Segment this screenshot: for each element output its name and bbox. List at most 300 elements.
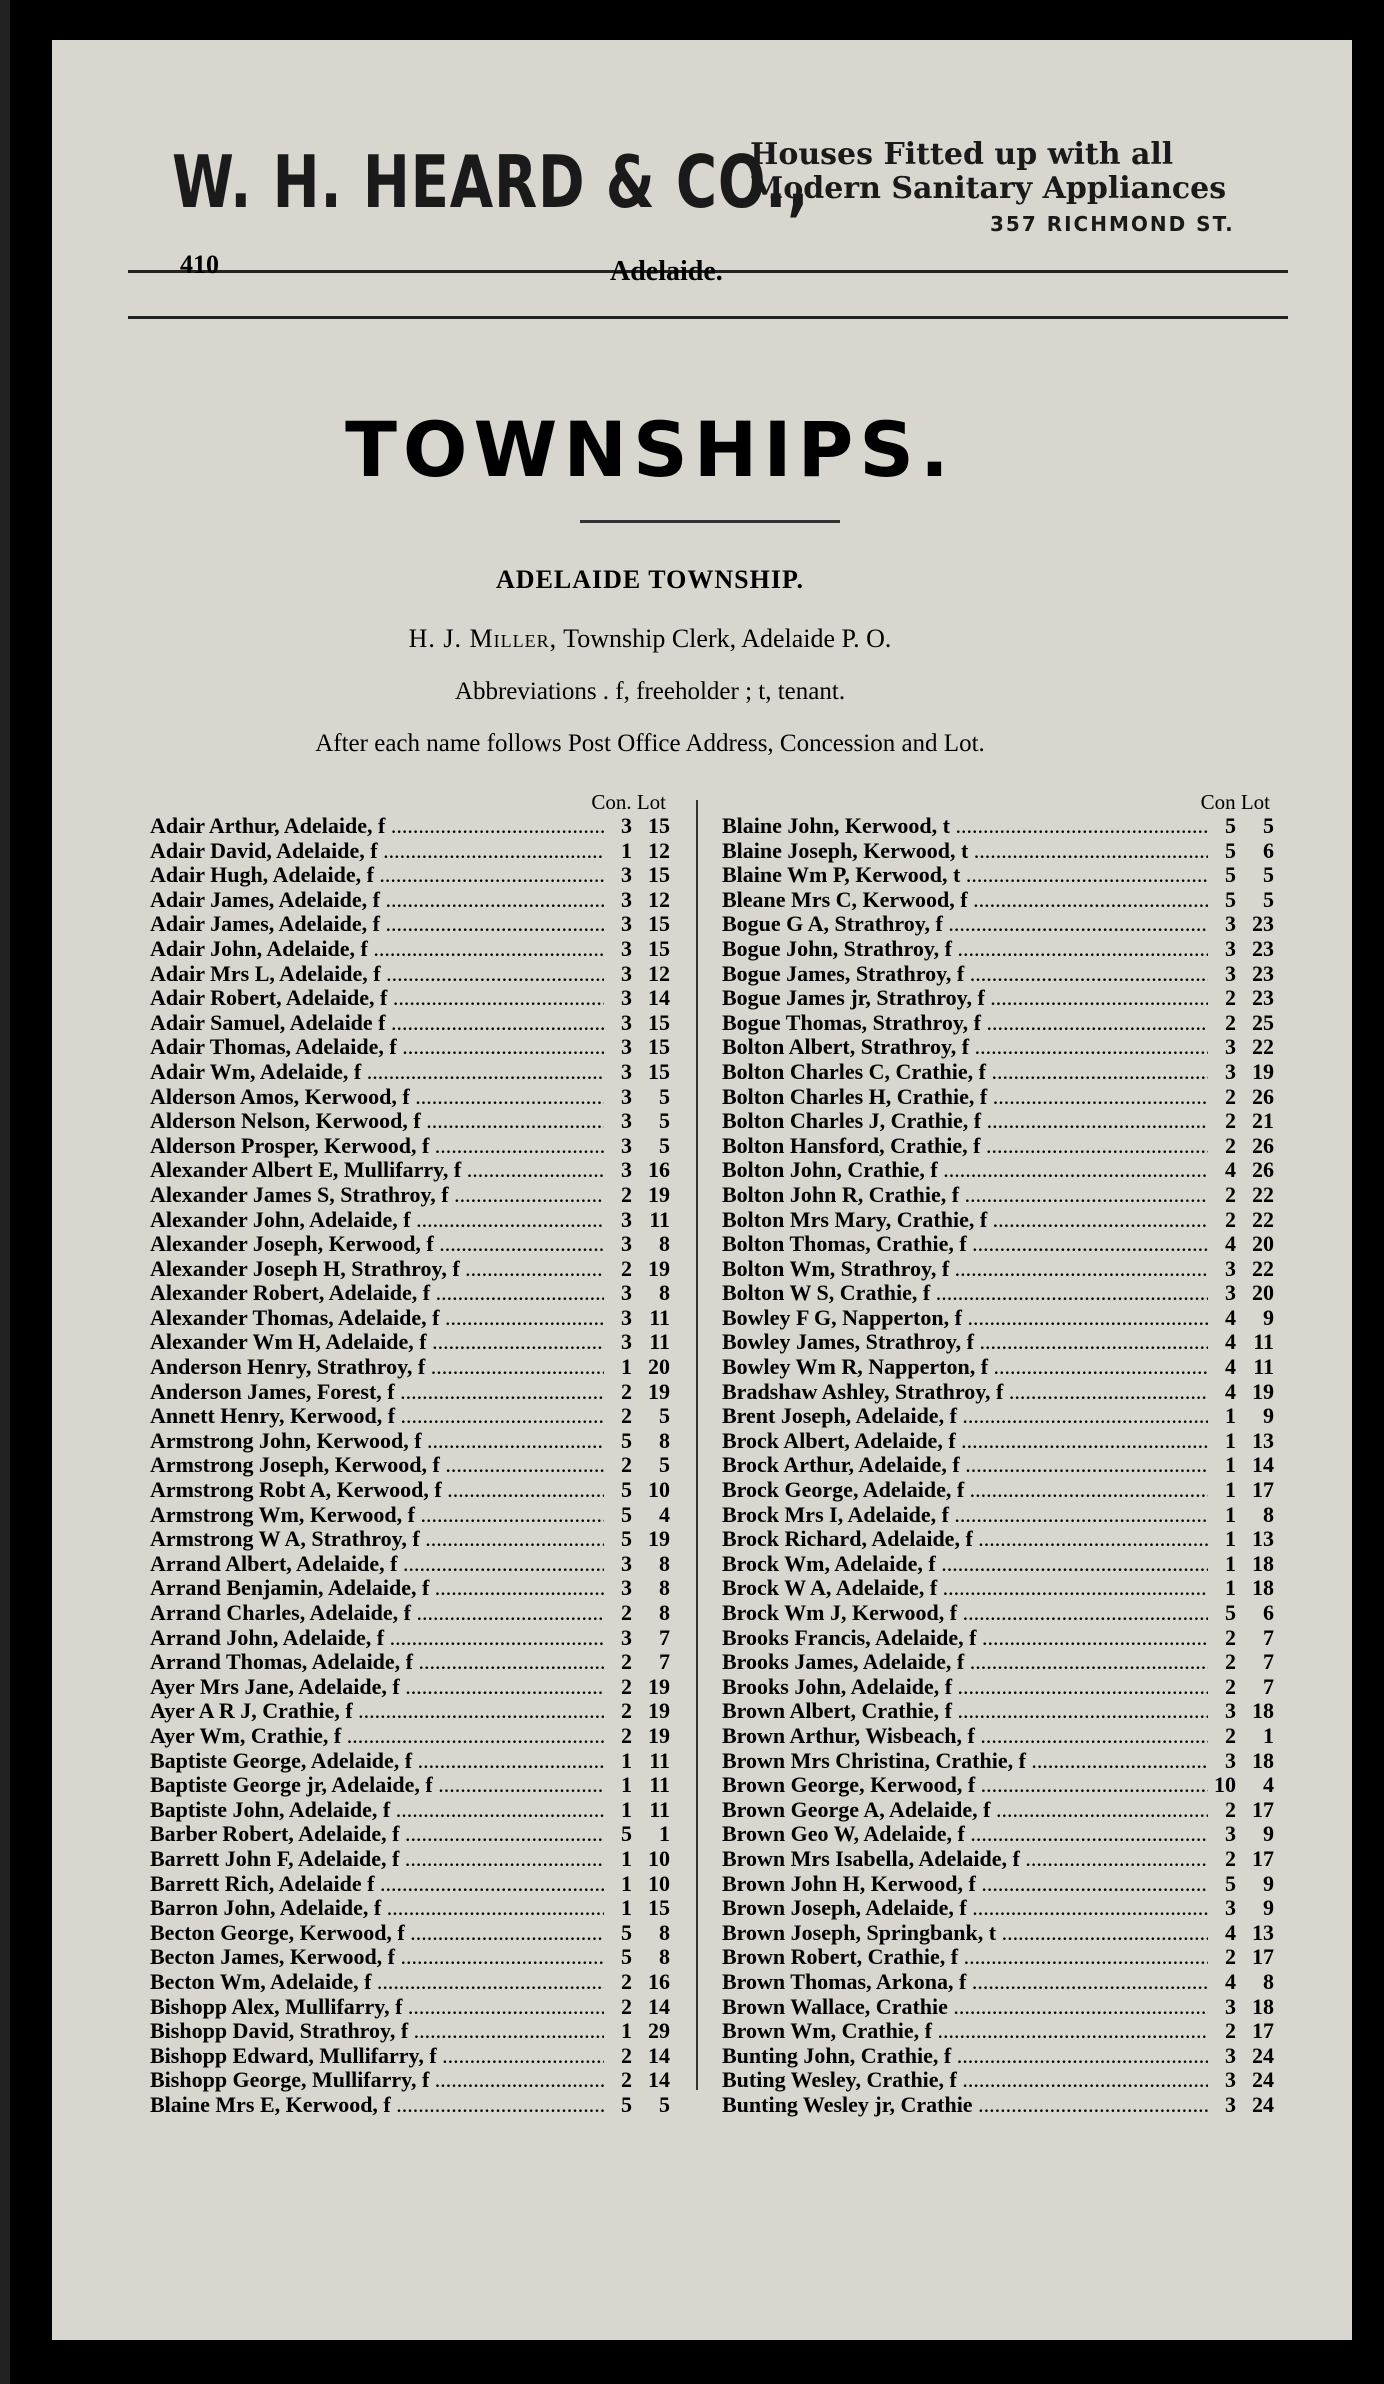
entry-lot: 18: [1252, 1550, 1274, 1576]
directory-entry: [722, 1527, 1274, 1552]
directory-entry: [150, 1404, 670, 1429]
directory-entry: [722, 1576, 1274, 1601]
entry-con-lot: [604, 937, 670, 962]
directory-entry: [722, 1970, 1274, 1995]
directory-entry: [722, 1724, 1274, 1749]
entry-con-lot: [1208, 1183, 1274, 1208]
directory-entry: [722, 1158, 1274, 1183]
entry-concession: 1: [621, 1354, 632, 1380]
directory-entry: [722, 888, 1274, 913]
entry-con-lot: [604, 1552, 670, 1577]
entry-name: Bolton Hansford, Crathie, f .....: [722, 1134, 1208, 1159]
scan-edge: [0, 0, 10, 2384]
entry-con-lot: [604, 962, 670, 987]
entry-con-lot: [1208, 1896, 1274, 1921]
entry-concession: 5: [621, 1821, 632, 1847]
entry-concession: 2: [621, 1649, 632, 1675]
directory-entry: [150, 1232, 670, 1257]
directory-entry: [150, 888, 670, 913]
entry-concession: 4: [1225, 1231, 1236, 1257]
directory-entry: [722, 912, 1274, 937]
directory-entry: [722, 1503, 1274, 1528]
entry-con-lot: [1208, 962, 1274, 987]
entry-con-lot: [604, 1109, 670, 1134]
entry-concession: 5: [621, 1944, 632, 1970]
entry-con-lot: [604, 814, 670, 839]
entry-lot: 13: [1252, 1427, 1274, 1453]
column-divider: [696, 800, 698, 2090]
directory-entry: [150, 1503, 670, 1528]
entry-name: Arrand Albert, Adelaide, f .....: [150, 1552, 604, 1577]
entry-con-lot: [604, 1921, 670, 1946]
entry-con-lot: [1208, 1109, 1274, 1134]
entry-concession: 3: [1225, 1993, 1236, 2019]
entry-lot: 11: [1253, 1329, 1274, 1355]
entry-concession: 3: [621, 1206, 632, 1232]
entry-name: Brown Mrs Christina, Crathie, f .....: [722, 1749, 1208, 1774]
directory-entry: [150, 1060, 670, 1085]
directory-entry: [150, 2068, 670, 2093]
entry-name: Arrand John, Adelaide, f .....: [150, 1626, 604, 1651]
entry-name: Bolton Thomas, Crathie, f .....: [722, 1232, 1208, 1257]
entry-name: Alexander Albert E, Mullifarry, f .....: [150, 1158, 604, 1183]
entry-name: Bogue James, Strathroy, f .....: [722, 962, 1208, 987]
entry-name: Brown Wallace, Crathie .....: [722, 1995, 1208, 2020]
entry-name: Bishopp Edward, Mullifarry, f .....: [150, 2044, 604, 2069]
entry-concession: 1: [621, 2018, 632, 2044]
entry-lot: 14: [648, 1993, 670, 2019]
entry-name: Alderson Prosper, Kerwood, f .....: [150, 1134, 604, 1159]
entry-con-lot: [604, 1896, 670, 1921]
entry-lot: 24: [1252, 2042, 1274, 2068]
directory-entry: [150, 1626, 670, 1651]
entry-con-lot: [1208, 1626, 1274, 1651]
entry-name: Bolton Charles J, Crathie, f .....: [722, 1109, 1208, 1134]
entry-concession: 1: [1225, 1477, 1236, 1503]
entry-lot: 19: [648, 1255, 670, 1281]
entry-con-lot: [1208, 1995, 1274, 2020]
entry-name: Brooks James, Adelaide, f .....: [722, 1650, 1208, 1675]
directory-entry: [722, 1995, 1274, 2020]
entry-con-lot: [604, 1626, 670, 1651]
directory-entry: [150, 1995, 670, 2020]
entry-name: Bleane Mrs C, Kerwood, f .....: [722, 888, 1208, 913]
entry-lot: 14: [648, 2042, 670, 2068]
entry-name: Becton Wm, Adelaide, f .....: [150, 1970, 604, 1995]
advertisement-banner: [172, 130, 1332, 260]
directory-entry: [722, 1847, 1274, 1872]
entry-name: Bolton Charles H, Crathie, f .....: [722, 1085, 1208, 1110]
entry-concession: 2: [1225, 1796, 1236, 1822]
directory-entry: [150, 1847, 670, 1872]
entry-name: Annett Henry, Kerwood, f .....: [150, 1404, 604, 1429]
entry-lot: 15: [648, 1895, 670, 1921]
entry-name: Arrand Thomas, Adelaide, f .....: [150, 1650, 604, 1675]
entry-name: Bishopp Alex, Mullifarry, f .....: [150, 1995, 604, 2020]
right-column: [722, 790, 1274, 2117]
entry-concession: 3: [1225, 2091, 1236, 2117]
directory-entry: [150, 1330, 670, 1355]
directory-entry: [722, 2068, 1274, 2093]
entry-concession: 3: [621, 1058, 632, 1084]
entry-lot: 10: [648, 1845, 670, 1871]
entry-name: Bolton Wm, Strathroy, f .....: [722, 1257, 1208, 1282]
entry-concession: 1: [621, 1845, 632, 1871]
entry-concession: 3: [1225, 1034, 1236, 1060]
entry-con-lot: [604, 2068, 670, 2093]
entry-lot: 20: [1252, 1231, 1274, 1257]
entry-name: Brown Robert, Crathie, f .....: [722, 1945, 1208, 1970]
directory-entry: [722, 1306, 1274, 1331]
entry-name: Anderson James, Forest, f .....: [150, 1380, 604, 1405]
entry-name: Brock Arthur, Adelaide, f .....: [722, 1453, 1208, 1478]
entry-con-lot: [1208, 1970, 1274, 1995]
directory-entry: [150, 1872, 670, 1897]
entry-name: Barron John, Adelaide, f .....: [150, 1896, 604, 1921]
entry-lot: 5: [659, 1403, 670, 1429]
entry-lot: 9: [1263, 1821, 1274, 1847]
entry-concession: 1: [1225, 1526, 1236, 1552]
entry-name: Brown John H, Kerwood, f .....: [722, 1872, 1208, 1897]
entry-con-lot: [604, 1847, 670, 1872]
entry-name: Ayer Wm, Crathie, f .....: [150, 1724, 604, 1749]
entry-lot: 11: [649, 1304, 670, 1330]
entry-concession: 3: [621, 935, 632, 961]
directory-entry: [722, 1060, 1274, 1085]
entry-concession: 5: [1225, 837, 1236, 863]
entry-con-lot: [604, 839, 670, 864]
entry-name: Bishopp David, Strathroy, f .....: [150, 2019, 604, 2044]
entry-concession: 3: [621, 1231, 632, 1257]
entry-concession: 2: [621, 1968, 632, 1994]
entry-con-lot: [1208, 1306, 1274, 1331]
entry-lot: 14: [648, 2067, 670, 2093]
section-title: TOWNSHIPS.: [345, 405, 955, 494]
directory-entry: [722, 1749, 1274, 1774]
directory-entry: [722, 1945, 1274, 1970]
entry-concession: 3: [621, 1550, 632, 1576]
entry-lot: 24: [1252, 2091, 1274, 2117]
entry-lot: 12: [648, 886, 670, 912]
entry-con-lot: [604, 1183, 670, 1208]
entry-lot: 22: [1252, 1181, 1274, 1207]
entry-lot: 6: [1263, 1600, 1274, 1625]
entry-name: Adair Mrs L, Adelaide, f .....: [150, 962, 604, 987]
entry-con-lot: [604, 1822, 670, 1847]
entry-concession: 4: [1225, 1378, 1236, 1404]
entry-lot: 8: [1263, 1968, 1274, 1994]
directory-entry: [150, 863, 670, 888]
entry-lot: 16: [648, 1968, 670, 1994]
entry-con-lot: [604, 1872, 670, 1897]
directory-entry: [722, 1921, 1274, 1946]
entry-con-lot: [1208, 1232, 1274, 1257]
directory-entry: [150, 1724, 670, 1749]
entry-name: Brown Geo W, Adelaide, f .....: [722, 1822, 1208, 1847]
entry-concession: 1: [621, 1747, 632, 1773]
directory-entry: [722, 1232, 1274, 1257]
entry-lot: 11: [649, 1796, 670, 1822]
entry-name: Blaine Mrs E, Kerwood, f .....: [150, 2093, 604, 2118]
directory-entry: [150, 1527, 670, 1552]
entry-name: Bogue Thomas, Strathroy, f .....: [722, 1011, 1208, 1036]
header-rule-bottom: [128, 316, 1288, 319]
entry-lot: 23: [1252, 911, 1274, 937]
entry-concession: 3: [621, 1624, 632, 1650]
entry-con-lot: [1208, 1355, 1274, 1380]
entry-lot: 15: [648, 935, 670, 961]
entry-con-lot: [1208, 1527, 1274, 1552]
entry-concession: 3: [621, 862, 632, 888]
clerk-name: H. J. Miller,: [408, 624, 558, 653]
entry-concession: 5: [621, 1501, 632, 1527]
entry-con-lot: [1208, 2068, 1274, 2093]
entry-lot: 13: [1252, 1526, 1274, 1552]
entry-lot: 22: [1252, 1255, 1274, 1281]
entry-con-lot: [604, 863, 670, 888]
directory-entry: [150, 1699, 670, 1724]
directory-entry: [722, 1134, 1274, 1159]
entry-con-lot: [604, 1995, 670, 2020]
directory-entry: [722, 1822, 1274, 1847]
entry-con-lot: [604, 986, 670, 1011]
entry-name: Armstrong Robt A, Kerwood, f .....: [150, 1478, 604, 1503]
entry-name: Brock Albert, Adelaide, f .....: [722, 1429, 1208, 1454]
entry-lot: 19: [648, 1722, 670, 1748]
entry-lot: 19: [648, 1698, 670, 1724]
entry-concession: 5: [1225, 1870, 1236, 1896]
entry-name: Brock Wm J, Kerwood, f .....: [722, 1601, 1208, 1626]
entry-concession: 2: [621, 1378, 632, 1404]
directory-entry: [150, 1921, 670, 1946]
entry-lot: 9: [1263, 1870, 1274, 1896]
directory-entry: [150, 1453, 670, 1478]
entry-lot: 17: [1252, 1796, 1274, 1822]
directory-entry: [722, 1109, 1274, 1134]
directory-entry: [150, 2093, 670, 2118]
entry-concession: 5: [621, 1427, 632, 1453]
entry-name: Brown Mrs Isabella, Adelaide, f .....: [722, 1847, 1208, 1872]
entry-name: Blaine Wm P, Kerwood, t .....: [722, 863, 1208, 888]
entry-con-lot: [1208, 1208, 1274, 1233]
entry-name: Brock Richard, Adelaide, f .....: [722, 1527, 1208, 1552]
entry-concession: 5: [621, 1477, 632, 1503]
entry-name: Brock Mrs I, Adelaide, f .....: [722, 1503, 1208, 1528]
entry-concession: 3: [1225, 960, 1236, 986]
ad-tagline-line2: Modern Sanitary Appliances: [750, 171, 1227, 206]
directory-entry: [150, 1552, 670, 1577]
entry-concession: 2: [621, 2067, 632, 2093]
entry-name: Adair Hugh, Adelaide, f .....: [150, 863, 604, 888]
entry-name: Brock George, Adelaide, f .....: [722, 1478, 1208, 1503]
entry-name: Alexander Wm H, Adelaide, f .....: [150, 1330, 604, 1355]
entry-lot: 8: [659, 1575, 670, 1601]
entry-lot: 19: [648, 1181, 670, 1207]
entry-con-lot: [1208, 1380, 1274, 1405]
entry-con-lot: [604, 1970, 670, 1995]
entry-lot: 19: [648, 1526, 670, 1552]
entry-name: Bolton John R, Crathie, f .....: [722, 1183, 1208, 1208]
entry-name: Alexander Joseph, Kerwood, f .....: [150, 1232, 604, 1257]
entry-name: Brock W A, Adelaide, f .....: [722, 1576, 1208, 1601]
entry-con-lot: [1208, 2044, 1274, 2069]
directory-entry: [722, 1798, 1274, 1823]
entry-lot: 18: [1252, 1993, 1274, 2019]
directory-entry: [150, 937, 670, 962]
entry-lot: 5: [659, 1108, 670, 1134]
entry-con-lot: [604, 1134, 670, 1159]
entry-lot: 20: [1252, 1280, 1274, 1306]
directory-entry: [150, 1183, 670, 1208]
entry-con-lot: [604, 1035, 670, 1060]
ad-tagline: [750, 138, 1226, 206]
entry-lot: 8: [659, 1427, 670, 1453]
entry-con-lot: [604, 1306, 670, 1331]
entry-con-lot: [1208, 1552, 1274, 1577]
entry-name: Adair John, Adelaide, f .....: [150, 937, 604, 962]
entry-concession: 3: [621, 1329, 632, 1355]
entry-concession: 5: [621, 1919, 632, 1945]
entry-concession: 1: [1225, 1575, 1236, 1601]
entry-con-lot: [1208, 1503, 1274, 1528]
directory-entry: [150, 1945, 670, 1970]
entry-concession: 2: [1225, 1624, 1236, 1650]
entry-name: Anderson Henry, Strathroy, f .....: [150, 1355, 604, 1380]
entry-name: Baptiste George jr, Adelaide, f .....: [150, 1773, 604, 1798]
entry-con-lot: [604, 1281, 670, 1306]
directory-entry: [722, 1330, 1274, 1355]
entry-name: Baptiste George, Adelaide, f .....: [150, 1749, 604, 1774]
entry-con-lot: [1208, 1847, 1274, 1872]
directory-entry: [150, 1011, 670, 1036]
directory-entry: [150, 1109, 670, 1134]
directory-entry: [150, 1208, 670, 1233]
entry-name: Bolton Albert, Strathroy, f .....: [722, 1035, 1208, 1060]
entry-concession: 2: [621, 1993, 632, 2019]
entry-lot: 7: [659, 1624, 670, 1650]
entry-lot: 29: [648, 2018, 670, 2044]
entry-name: Becton James, Kerwood, f .....: [150, 1945, 604, 1970]
entry-con-lot: [1208, 888, 1274, 913]
entry-lot: 14: [1252, 1452, 1274, 1478]
entry-lot: 11: [649, 1747, 670, 1773]
running-head: Adelaide.: [610, 256, 723, 287]
entry-lot: 15: [648, 1034, 670, 1060]
entry-con-lot: [1208, 1035, 1274, 1060]
entry-name: Brown Joseph, Springbank, t .....: [722, 1921, 1208, 1946]
directory-entry: [150, 1675, 670, 1700]
entry-concession: 3: [621, 1304, 632, 1330]
entry-con-lot: [1208, 1158, 1274, 1183]
directory-entry: [722, 962, 1274, 987]
entry-name: Ayer A R J, Crathie, f .....: [150, 1699, 604, 1724]
directory-entry: [150, 1281, 670, 1306]
directory-entry: [722, 814, 1274, 839]
directory-entry: [150, 1576, 670, 1601]
directory-entry: [722, 1257, 1274, 1282]
entry-lot: 26: [1252, 1157, 1274, 1183]
entry-con-lot: [604, 1355, 670, 1380]
entry-con-lot: [604, 1749, 670, 1774]
directory-entry: [150, 1158, 670, 1183]
entry-lot: 9: [1263, 1403, 1274, 1429]
directory-entry: [722, 1355, 1274, 1380]
entry-concession: 3: [1225, 1821, 1236, 1847]
entry-concession: 3: [1225, 2067, 1236, 2093]
entry-con-lot: [1208, 2093, 1274, 2118]
entry-lot: 5: [659, 1083, 670, 1109]
directory-entry: [150, 1035, 670, 1060]
entry-lot: 19: [1252, 1378, 1274, 1404]
entry-name: Bolton Mrs Mary, Crathie, f .....: [722, 1208, 1208, 1233]
entry-con-lot: [1208, 937, 1274, 962]
entry-con-lot: [604, 1945, 670, 1970]
entry-lot: 4: [659, 1501, 670, 1527]
directory-entry: [722, 1380, 1274, 1405]
entry-name: Bogue James jr, Strathroy, f .....: [722, 986, 1208, 1011]
clerk-line: [0, 624, 1300, 654]
directory-entry: [722, 1281, 1274, 1306]
entry-concession: 2: [621, 1698, 632, 1724]
entry-concession: 3: [1225, 1895, 1236, 1921]
entry-concession: 2: [621, 1600, 632, 1625]
entry-concession: 1: [1225, 1501, 1236, 1527]
entry-concession: 3: [621, 1157, 632, 1183]
entry-lot: 23: [1252, 985, 1274, 1011]
entry-lot: 26: [1252, 1083, 1274, 1109]
entry-con-lot: [1208, 814, 1274, 839]
entry-name: Bowley F G, Napperton, f .....: [722, 1306, 1208, 1331]
directory-entry: [722, 1896, 1274, 1921]
directory-entry: [722, 937, 1274, 962]
entry-lot: 5: [659, 2091, 670, 2117]
entry-lot: 18: [1252, 1698, 1274, 1724]
entry-name: Buting Wesley, Crathie, f .....: [722, 2068, 1208, 2093]
entry-lot: 11: [649, 1329, 670, 1355]
entry-concession: 3: [1225, 1058, 1236, 1084]
entry-lot: 8: [659, 1600, 670, 1625]
entry-name: Armstrong W A, Strathroy, f .....: [150, 1527, 604, 1552]
left-column: [150, 790, 670, 2117]
directory-entry: [150, 1355, 670, 1380]
directory-entry: [722, 1478, 1274, 1503]
entry-lot: 13: [1252, 1919, 1274, 1945]
entry-con-lot: [604, 1724, 670, 1749]
entry-concession: 2: [1225, 1722, 1236, 1748]
entry-lot: 22: [1252, 1034, 1274, 1060]
entry-lot: 7: [1263, 1649, 1274, 1675]
entry-name: Brown Joseph, Adelaide, f .....: [722, 1896, 1208, 1921]
directory-entry: [722, 1626, 1274, 1651]
entry-lot: 5: [659, 1132, 670, 1158]
left-column-header: Con. Lot: [591, 790, 666, 814]
directory-entry: [150, 1798, 670, 1823]
entry-lot: 17: [1252, 1845, 1274, 1871]
directory-entry: [150, 1306, 670, 1331]
entry-concession: 3: [1225, 911, 1236, 937]
entry-con-lot: [1208, 1085, 1274, 1110]
abbreviations-note: Abbreviations . f, freeholder ; t, tenant.: [454, 678, 846, 705]
entry-concession: 2: [621, 1403, 632, 1429]
entry-name: Ayer Mrs Jane, Adelaide, f .....: [150, 1675, 604, 1700]
directory-entry: [150, 2019, 670, 2044]
entry-concession: 2: [1225, 1845, 1236, 1871]
entry-concession: 3: [621, 813, 632, 838]
entry-concession: 1: [1225, 1550, 1236, 1576]
entry-name: Brooks John, Adelaide, f .....: [722, 1675, 1208, 1700]
entry-name: Brown George A, Adelaide, f .....: [722, 1798, 1208, 1823]
entry-concession: 10: [1214, 1772, 1236, 1798]
